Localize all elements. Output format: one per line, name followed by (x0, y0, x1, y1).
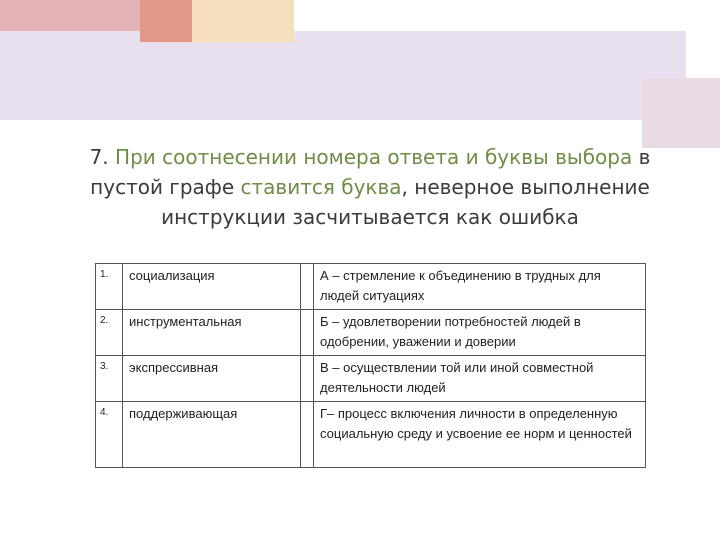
table-row (96, 402, 646, 468)
heading-part2: в (638, 145, 651, 169)
row-description: А – стремление к объединению в трудных для людей ситуациях (314, 264, 646, 310)
heading-part3: пустой графе (90, 175, 235, 199)
row-description: Б – удовлетворении потребностей людей в одобрении, уважении и доверии (314, 310, 646, 356)
row-number: 2. (96, 310, 123, 356)
slide-heading (80, 142, 660, 232)
row-term: инструментальная (123, 310, 301, 356)
heading-part5: , неверное выполнение инструкции засчитывается как ошибка (161, 175, 650, 229)
matching-table (95, 263, 646, 468)
row-term: экспрессивная (123, 356, 301, 402)
decor-block-peach (192, 0, 294, 42)
row-number: 4. (96, 402, 123, 468)
decor-block-mauve (642, 78, 720, 148)
row-number: 1. (96, 264, 123, 310)
decor-band-lavender (0, 31, 686, 120)
table-row (96, 356, 646, 402)
heading-number: 7. (89, 145, 109, 169)
answer-cell[interactable] (301, 264, 314, 310)
decor-block-salmon (140, 0, 192, 42)
answer-cell[interactable] (301, 356, 314, 402)
row-term: поддерживающая (123, 402, 301, 468)
table-row (96, 264, 646, 310)
table-row (96, 310, 646, 356)
row-description: Г– процесс включения личности в определенную социальную среду и усвоение ее норм и ценностей (314, 402, 646, 468)
answer-cell[interactable] (301, 310, 314, 356)
row-description: В – осуществлении той или иной совместной деятельности людей (314, 356, 646, 402)
heading-part4: ставится буква (240, 175, 402, 199)
row-term: социализация (123, 264, 301, 310)
heading-part1: При соотнесении номера ответа и буквы выбора (115, 145, 633, 169)
row-number: 3. (96, 356, 123, 402)
answer-cell[interactable] (301, 402, 314, 468)
